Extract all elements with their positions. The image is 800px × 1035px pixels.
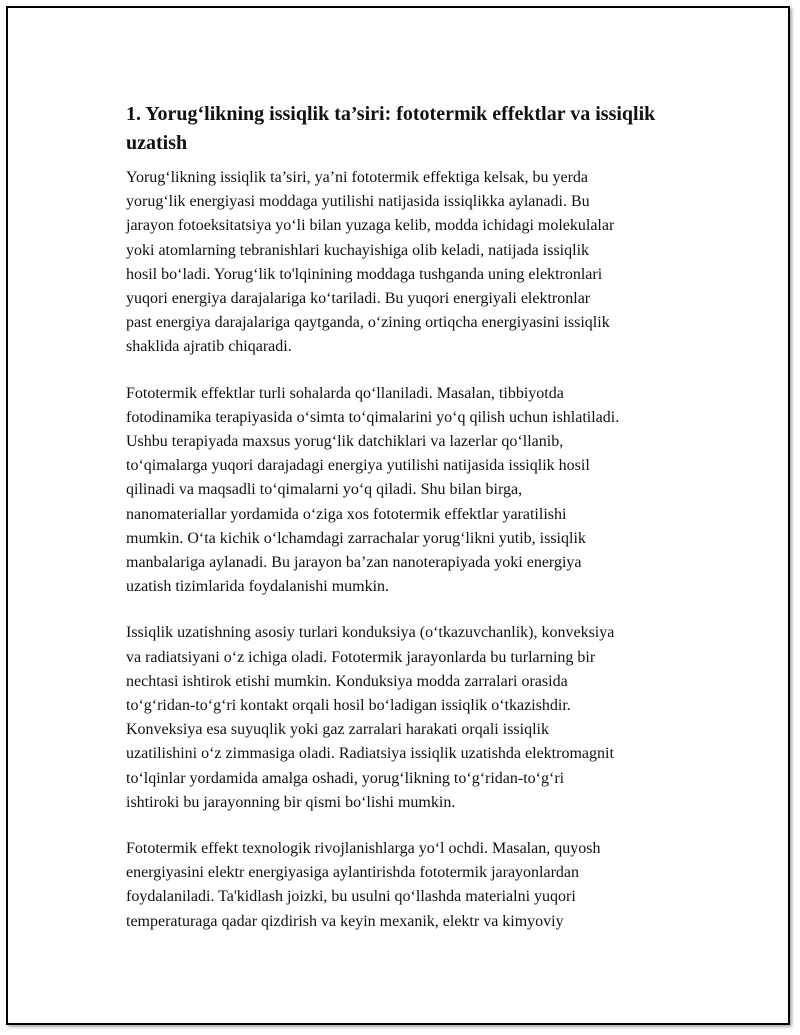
text-line: ishtiroki bu jarayonning bir qismi bo‘lishi mumkin. [126, 793, 456, 811]
document-body [126, 100, 698, 956]
text-line: Ushbu terapiyada maxsus yorug‘lik datchiklari va lazerlar qo‘llanib, [126, 433, 564, 451]
text-line: Fototermik effekt texnologik rivojlanishlarga yo‘l ochdi. Masalan, quyosh [126, 840, 601, 858]
text-line: foydalaniladi. Ta'kidlash joizki, bu usulni qo‘llashda materialni yuqori [126, 888, 576, 906]
text-line: manbalariga aylanadi. Bu jarayon ba’zan nanoterapiyada yoki energiya [126, 554, 582, 572]
paragraph-2 [126, 382, 698, 600]
text-line: to‘lqinlar yordamida amalga oshadi, yorug‘likning to‘g‘ridan-to‘g‘ri [126, 769, 565, 787]
text-line: fotodinamika terapiyasida o‘simta to‘qimalarini yo‘q qilish uchun ishlatiladi. [126, 408, 620, 426]
text-line: Fototermik effektlar turli sohalarda qo‘llaniladi. Masalan, tibbiyotda [126, 384, 564, 402]
text-line: qilinadi va maqsadli to‘qimalarni yo‘q qiladi. Shu bilan birga, [126, 481, 523, 499]
text-line: yuqori energiya darajalariga ko‘tariladi. Bu yuqori energiyali elektronlar [126, 290, 591, 308]
heading-line: 1. Yorug‘likning issiqlik ta’siri: fototermik effektlar va issiqlik [126, 103, 656, 125]
text-line: nechtasi ishtirok etishi mumkin. Konduksiya modda zarralari orasida [126, 672, 568, 690]
paragraph-4 [126, 837, 698, 934]
text-line: to‘g‘ridan-to‘g‘ri kontakt orqali hosil bo‘ladigan issiqlik o‘tkazishdir. [126, 697, 571, 715]
text-line: nanomateriallar yordamida o‘ziga xos fototermik effektlar yaratilishi [126, 505, 567, 523]
heading-line: uzatish [126, 132, 188, 154]
text-line: Issiqlik uzatishning asosiy turlari konduksiya (o‘tkazuvchanlik), konveksiya [126, 624, 615, 642]
text-line: yorug‘lik energiyasi moddaga yutilishi natijasida issiqlikka aylanadi. Bu [126, 193, 590, 211]
paragraph-1 [126, 166, 698, 360]
text-line: temperaturaga qadar qizdirish va keyin mexanik, elektr va kimyoviy [126, 912, 564, 930]
text-line: mumkin. O‘ta kichik o‘lchamdagi zarrachalar yorug‘likni yutib, issiqlik [126, 529, 586, 547]
paragraph-3 [126, 621, 698, 815]
text-line: yoki atomlarning tebranishlari kuchayishiga olib keladi, natijada issiqlik [126, 241, 590, 259]
text-line: to‘qimalarga yuqori darajadagi energiya yutilishi natijasida issiqlik hosil [126, 457, 590, 475]
text-line: shaklida ajratib chiqaradi. [126, 338, 292, 356]
text-line: va radiatsiyani o‘z ichiga oladi. Fototermik jarayonlarda bu turlarning bir [126, 648, 596, 666]
text-line: Konveksiya esa suyuqlik yoki gaz zarralari harakati orqali issiqlik [126, 721, 549, 739]
text-line: uzatish tizimlarida foydalanishi mumkin. [126, 578, 390, 596]
document-page [6, 6, 790, 1025]
text-line: past energiya darajalariga qaytganda, o‘zining ortiqcha energiyasini issiqlik [126, 314, 610, 332]
text-line: jarayon fotoeksitatsiya yo‘li bilan yuzaga kelib, modda ichidagi molekulalar [126, 217, 615, 235]
text-line: energiyasini elektr energiyasiga aylantirishda fototermik jarayonlardan [126, 864, 580, 882]
section-heading [126, 100, 698, 158]
text-line: uzatilishini o‘z zimmasiga oladi. Radiatsiya issiqlik uzatishda elektromagnit [126, 745, 614, 763]
text-line: hosil bo‘ladi. Yorug‘lik to'lqinining moddaga tushganda uning elektronlari [126, 265, 603, 283]
text-line: Yorug‘likning issiqlik ta’siri, ya’ni fototermik effektiga kelsak, bu yerda [126, 169, 588, 186]
